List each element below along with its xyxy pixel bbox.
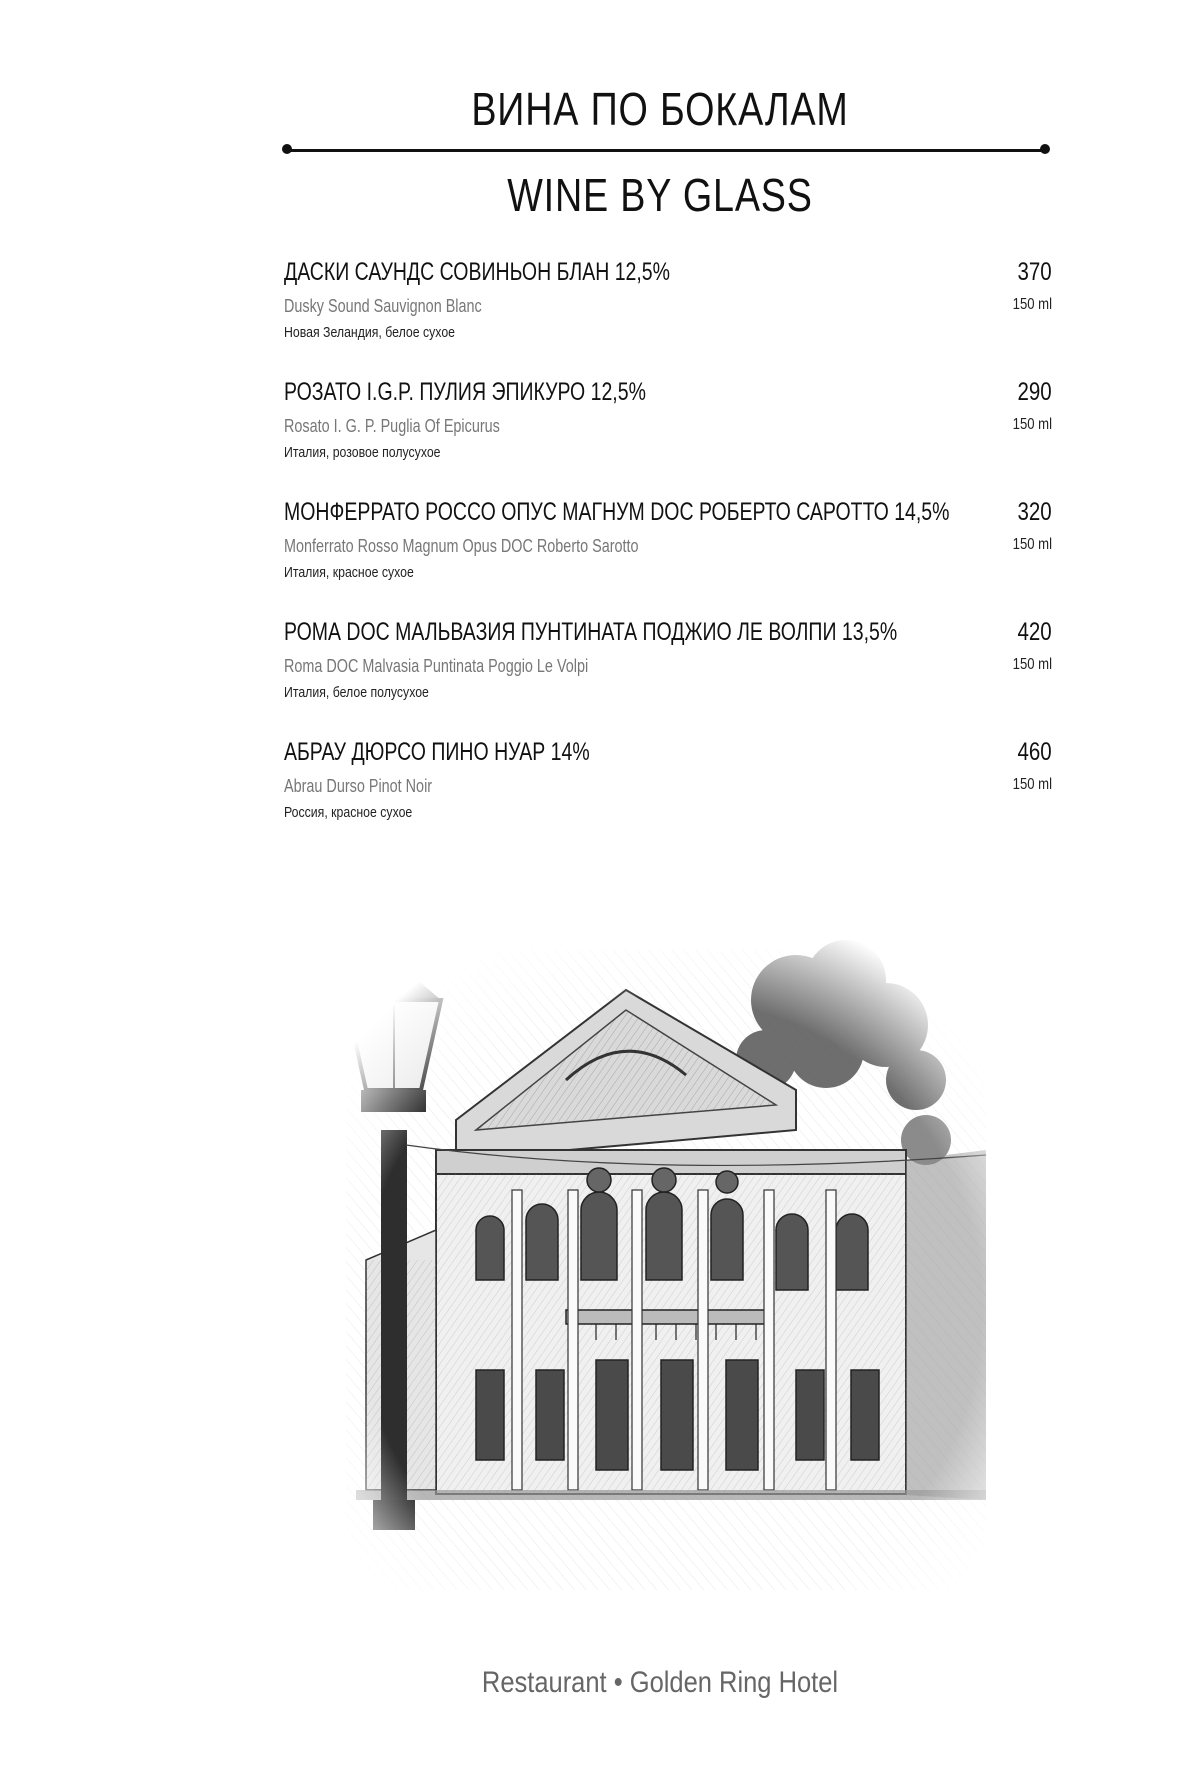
wine-volume: 150 ml <box>1012 656 1052 673</box>
wine-volume: 150 ml <box>1012 296 1052 313</box>
wine-name: МОНФЕРРАТО РОССО ОПУС МАГНУМ DOC РОБЕРТО САРОТТО 14,5% <box>284 498 950 526</box>
wine-item <box>284 618 1052 738</box>
wine-name: ДАСКИ САУНДС СОВИНЬОН БЛАН 12,5% <box>284 258 671 286</box>
wine-list <box>284 258 1052 858</box>
wine-volume: 150 ml <box>1012 536 1052 553</box>
wine-origin: Новая Зеландия, белое сухое <box>284 324 456 341</box>
wine-name-english: Rosato I. G. P. Puglia Of Epicurus <box>284 416 500 436</box>
wine-price: 370 <box>1017 258 1052 286</box>
wine-origin: Италия, розовое полусухое <box>284 444 441 461</box>
wine-name: РОЗАТО I.G.P. ПУЛИЯ ЭПИКУРО 12,5% <box>284 378 646 406</box>
divider-dot-right <box>1040 144 1050 154</box>
wine-price: 420 <box>1017 618 1052 646</box>
wine-item <box>284 378 1052 498</box>
wine-name-english: Abrau Durso Pinot Noir <box>284 776 433 796</box>
wine-name: РОМА DOC МАЛЬВАЗИЯ ПУНТИНАТА ПОДЖИО ЛЕ ВОЛПИ 13,5% <box>284 618 898 646</box>
wine-item <box>284 258 1052 378</box>
theatre-sketch-illustration <box>326 930 1016 1620</box>
wine-price: 460 <box>1017 738 1052 766</box>
wine-name-english: Monferrato Rosso Magnum Opus DOC Roberto Sarotto <box>284 536 639 556</box>
wine-item <box>284 498 1052 618</box>
title-english: WINE BY GLASS <box>507 169 813 221</box>
title-divider <box>286 149 1046 152</box>
wine-price: 320 <box>1017 498 1052 526</box>
footer-restaurant-name: Restaurant • Golden Ring Hotel <box>481 1666 839 1699</box>
wine-item <box>284 738 1052 858</box>
wine-origin: Россия, красное сухое <box>284 804 413 821</box>
wine-volume: 150 ml <box>1012 776 1052 793</box>
wine-price: 290 <box>1017 378 1052 406</box>
title-russian: ВИНА ПО БОКАЛАМ <box>471 83 849 135</box>
wine-name: АБРАУ ДЮРСО ПИНО НУАР 14% <box>284 738 590 766</box>
wine-volume: 150 ml <box>1012 416 1052 433</box>
wine-origin: Италия, белое полусухое <box>284 684 429 701</box>
wine-name-english: Roma DOC Malvasia Puntinata Poggio Le Volpi <box>284 656 589 676</box>
wine-name-english: Dusky Sound Sauvignon Blanc <box>284 296 482 316</box>
wine-origin: Италия, красное сухое <box>284 564 414 581</box>
